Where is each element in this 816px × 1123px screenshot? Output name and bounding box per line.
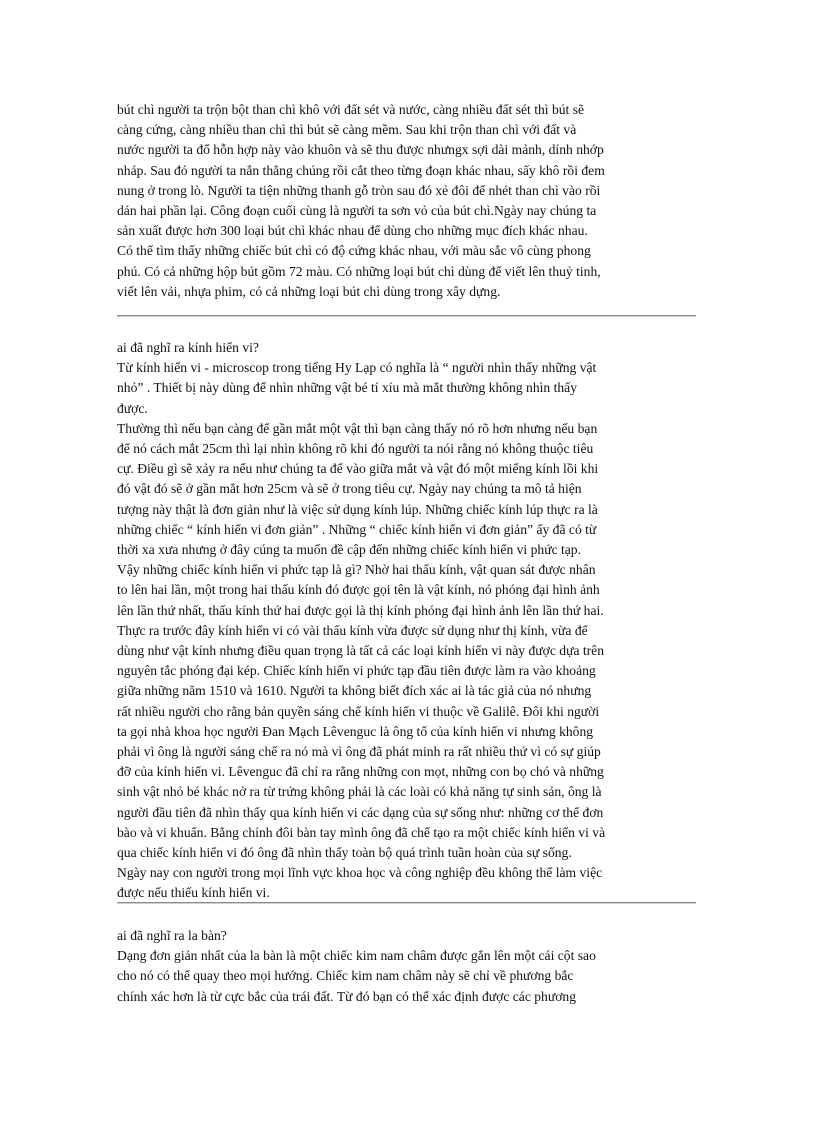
- microscope-line: dùng như vật kính nhưng điều quan trọng là tất cả các loại kính hiển vi này được dựa trên: [117, 643, 605, 659]
- pencil-paragraph: [117, 100, 605, 302]
- microscope-line: đó vật đó sẽ ở gần mắt hơn 25cm và sẽ ở trong tiêu cự. Ngày nay chúng ta mô tả hiện: [117, 481, 582, 497]
- microscope-line: ai đã nghĩ ra kính hiển vi?: [117, 340, 259, 355]
- pencil-line: viết lên vải, nhựa phim, có cả những loại bút chì dùng trong xây dựng.: [117, 283, 501, 299]
- section-divider-2: [117, 902, 696, 904]
- microscope-section: [117, 338, 605, 904]
- pencil-line: nước người ta đổ hỗn hợp này vào khuôn và sẽ thu được nhưngx sợi dài mảnh, dính nhớp: [117, 142, 604, 158]
- compass-line: chính xác hơn là từ cực bắc của trái đất. Từ đó bạn có thể xác định được các phương: [117, 988, 577, 1004]
- microscope-line: Thực ra trước đây kính hiển vi có vài thấu kính vừa được sử dụng như thị kính, vừa để: [117, 622, 588, 638]
- microscope-line: được.: [117, 400, 148, 416]
- compass-line: ai đã nghĩ ra la bàn?: [117, 928, 227, 943]
- microscope-line: bào và vi khuẩn. Bằng chính đôi bàn tay mình ông đã chế tạo ra một chiếc kính hiển vi và: [117, 824, 606, 840]
- microscope-line: để nó cách mắt 25cm thì lại nhìn không rõ khi đó người ta nói rằng nó không thuộc tiêu: [117, 441, 594, 457]
- microscope-line: Thường thì nếu bạn càng để gần mắt một vật thì bạn càng thấy nó rõ hơn nhưng nếu bạn: [117, 420, 598, 436]
- microscope-line: tượng này thật là đơn giản như là việc sử dụng kính lúp. Những chiếc kính lúp thực ra là: [117, 501, 598, 517]
- microscope-line: nguyên tắc phóng đại kép. Chiếc kính hiển vi phức tạp đầu tiên được làm ra vào khoảng: [117, 663, 596, 679]
- microscope-line: Ngày nay con người trong mọi lĩnh vực khoa học và công nghiệp đều không thể làm việc: [117, 865, 603, 881]
- pencil-line: bút chì người ta trộn bột than chì khô với đất sét và nước, càng nhiều đất sét thì bút sẽ: [117, 102, 585, 117]
- microscope-line: phải vì ông là người sáng chế ra nó mà vì ông đã phát minh ra rất nhiều thứ vì có sự giúp: [117, 744, 601, 760]
- pencil-line: sản xuất được hơn 300 loại bút chì khác nhau để dùng cho những mục đích khác nhau.: [117, 223, 588, 239]
- pencil-line: phú. Có cả những hộp bút gồm 72 màu. Có những loại bút chì dùng để viết lên thuỷ tinh,: [117, 263, 601, 279]
- pencil-line: càng cứng, càng nhiều than chì thì bút sẽ càng mềm. Sau khi trộn than chì với đất và: [117, 122, 577, 138]
- microscope-line: to lên hai lần, một trong hai thấu kính đó được gọi tên là vật kính, nó phóng đại hình ảnh: [117, 582, 600, 598]
- pencil-line: nung ở trong lò. Người ta tiện những thanh gỗ tròn sau đó xẻ đôi để nhét than chì vào rồi: [117, 182, 601, 198]
- microscope-line: rất nhiều người cho rằng bản quyền sáng chế kính hiển vi thuộc về Galilê. Đôi khi người: [117, 703, 600, 719]
- microscope-line: được nếu thiếu kính hiển vi.: [117, 885, 270, 901]
- microscope-line: người đầu tiên đã nhìn thấy qua kính hiển vi các dạng của sự sống như: những cơ thể đơn: [117, 804, 604, 820]
- microscope-line: cự. Điều gì sẽ xảy ra nếu như chúng ta để vào giữa mắt và vật đó một miếng kính lồi khi: [117, 461, 599, 477]
- compass-section: [117, 926, 596, 1007]
- microscope-line: giữa những năm 1510 và 1610. Người ta không biết đích xác ai là tác giả của nó nhưng: [117, 683, 592, 699]
- section-divider-1: [117, 315, 696, 317]
- microscope-line: lên lần thứ nhất, thấu kính thứ hai được gọi là thị kính phóng đại hình ảnh lên lần thứ hai.: [117, 602, 604, 618]
- microscope-line: thời xa xưa nhưng ở đây cúng ta muốn đề cập đến những chiếc kính hiển vi phức tạp.: [117, 542, 582, 558]
- pencil-line: Có thể tìm thấy những chiếc bút chì có độ cứng khác nhau, với màu sắc vô cùng phong: [117, 243, 591, 259]
- pencil-line: dán hai phần lại. Công đoạn cuối cùng là người ta sơn vỏ của bút chì.Ngày nay chúng ta: [117, 203, 597, 219]
- microscope-line: qua chiếc kính hiển vi đó ông đã nhìn thấy toàn bộ quá trình tuần hoàn của sự sống.: [117, 845, 572, 861]
- microscope-line: Vậy những chiếc kính hiển vi phức tạp là gì? Nhờ hai thấu kính, vật quan sát được nhân: [117, 562, 596, 578]
- microscope-line: những chiếc “ kính hiển vi đơn giản” . Những “ chiếc kính hiển vi đơn giản” ấy đã có từ: [117, 521, 597, 537]
- pencil-line: nháp. Sau đó người ta nắn thẳng chúng rồi cắt theo từng đoạn khác nhau, sấy khô rồi đem: [117, 162, 605, 178]
- microscope-line: sinh vật nhỏ bé khác nở ra từ trứng không phải là các loài có khả năng tự sinh sản, ông là: [117, 784, 602, 800]
- compass-line: Dạng đơn giản nhất của la bàn là một chiếc kim nam châm được gắn lên một cái cột sao: [117, 948, 596, 964]
- microscope-line: nhỏ” . Thiết bị này dùng để nhìn những vật bé tí xíu mà mắt thường không nhìn thấy: [117, 380, 578, 396]
- microscope-line: ta gọi nhà khoa học người Đan Mạch Lêvenguc là ông tổ của kính hiển vi nhưng không: [117, 723, 594, 739]
- microscope-line: Từ kính hiển vi - microscop trong tiếng Hy Lạp có nghĩa là “ người nhìn thấy những vật: [117, 360, 597, 376]
- microscope-line: đỡ của kính hiển vi. Lêvenguc đã chỉ ra rằng những con mọt, những con bọ chó và những: [117, 764, 604, 780]
- compass-line: cho nó có thể quay theo mọi hướng. Chiếc kim nam châm này sẽ chỉ về phương bắc: [117, 968, 574, 984]
